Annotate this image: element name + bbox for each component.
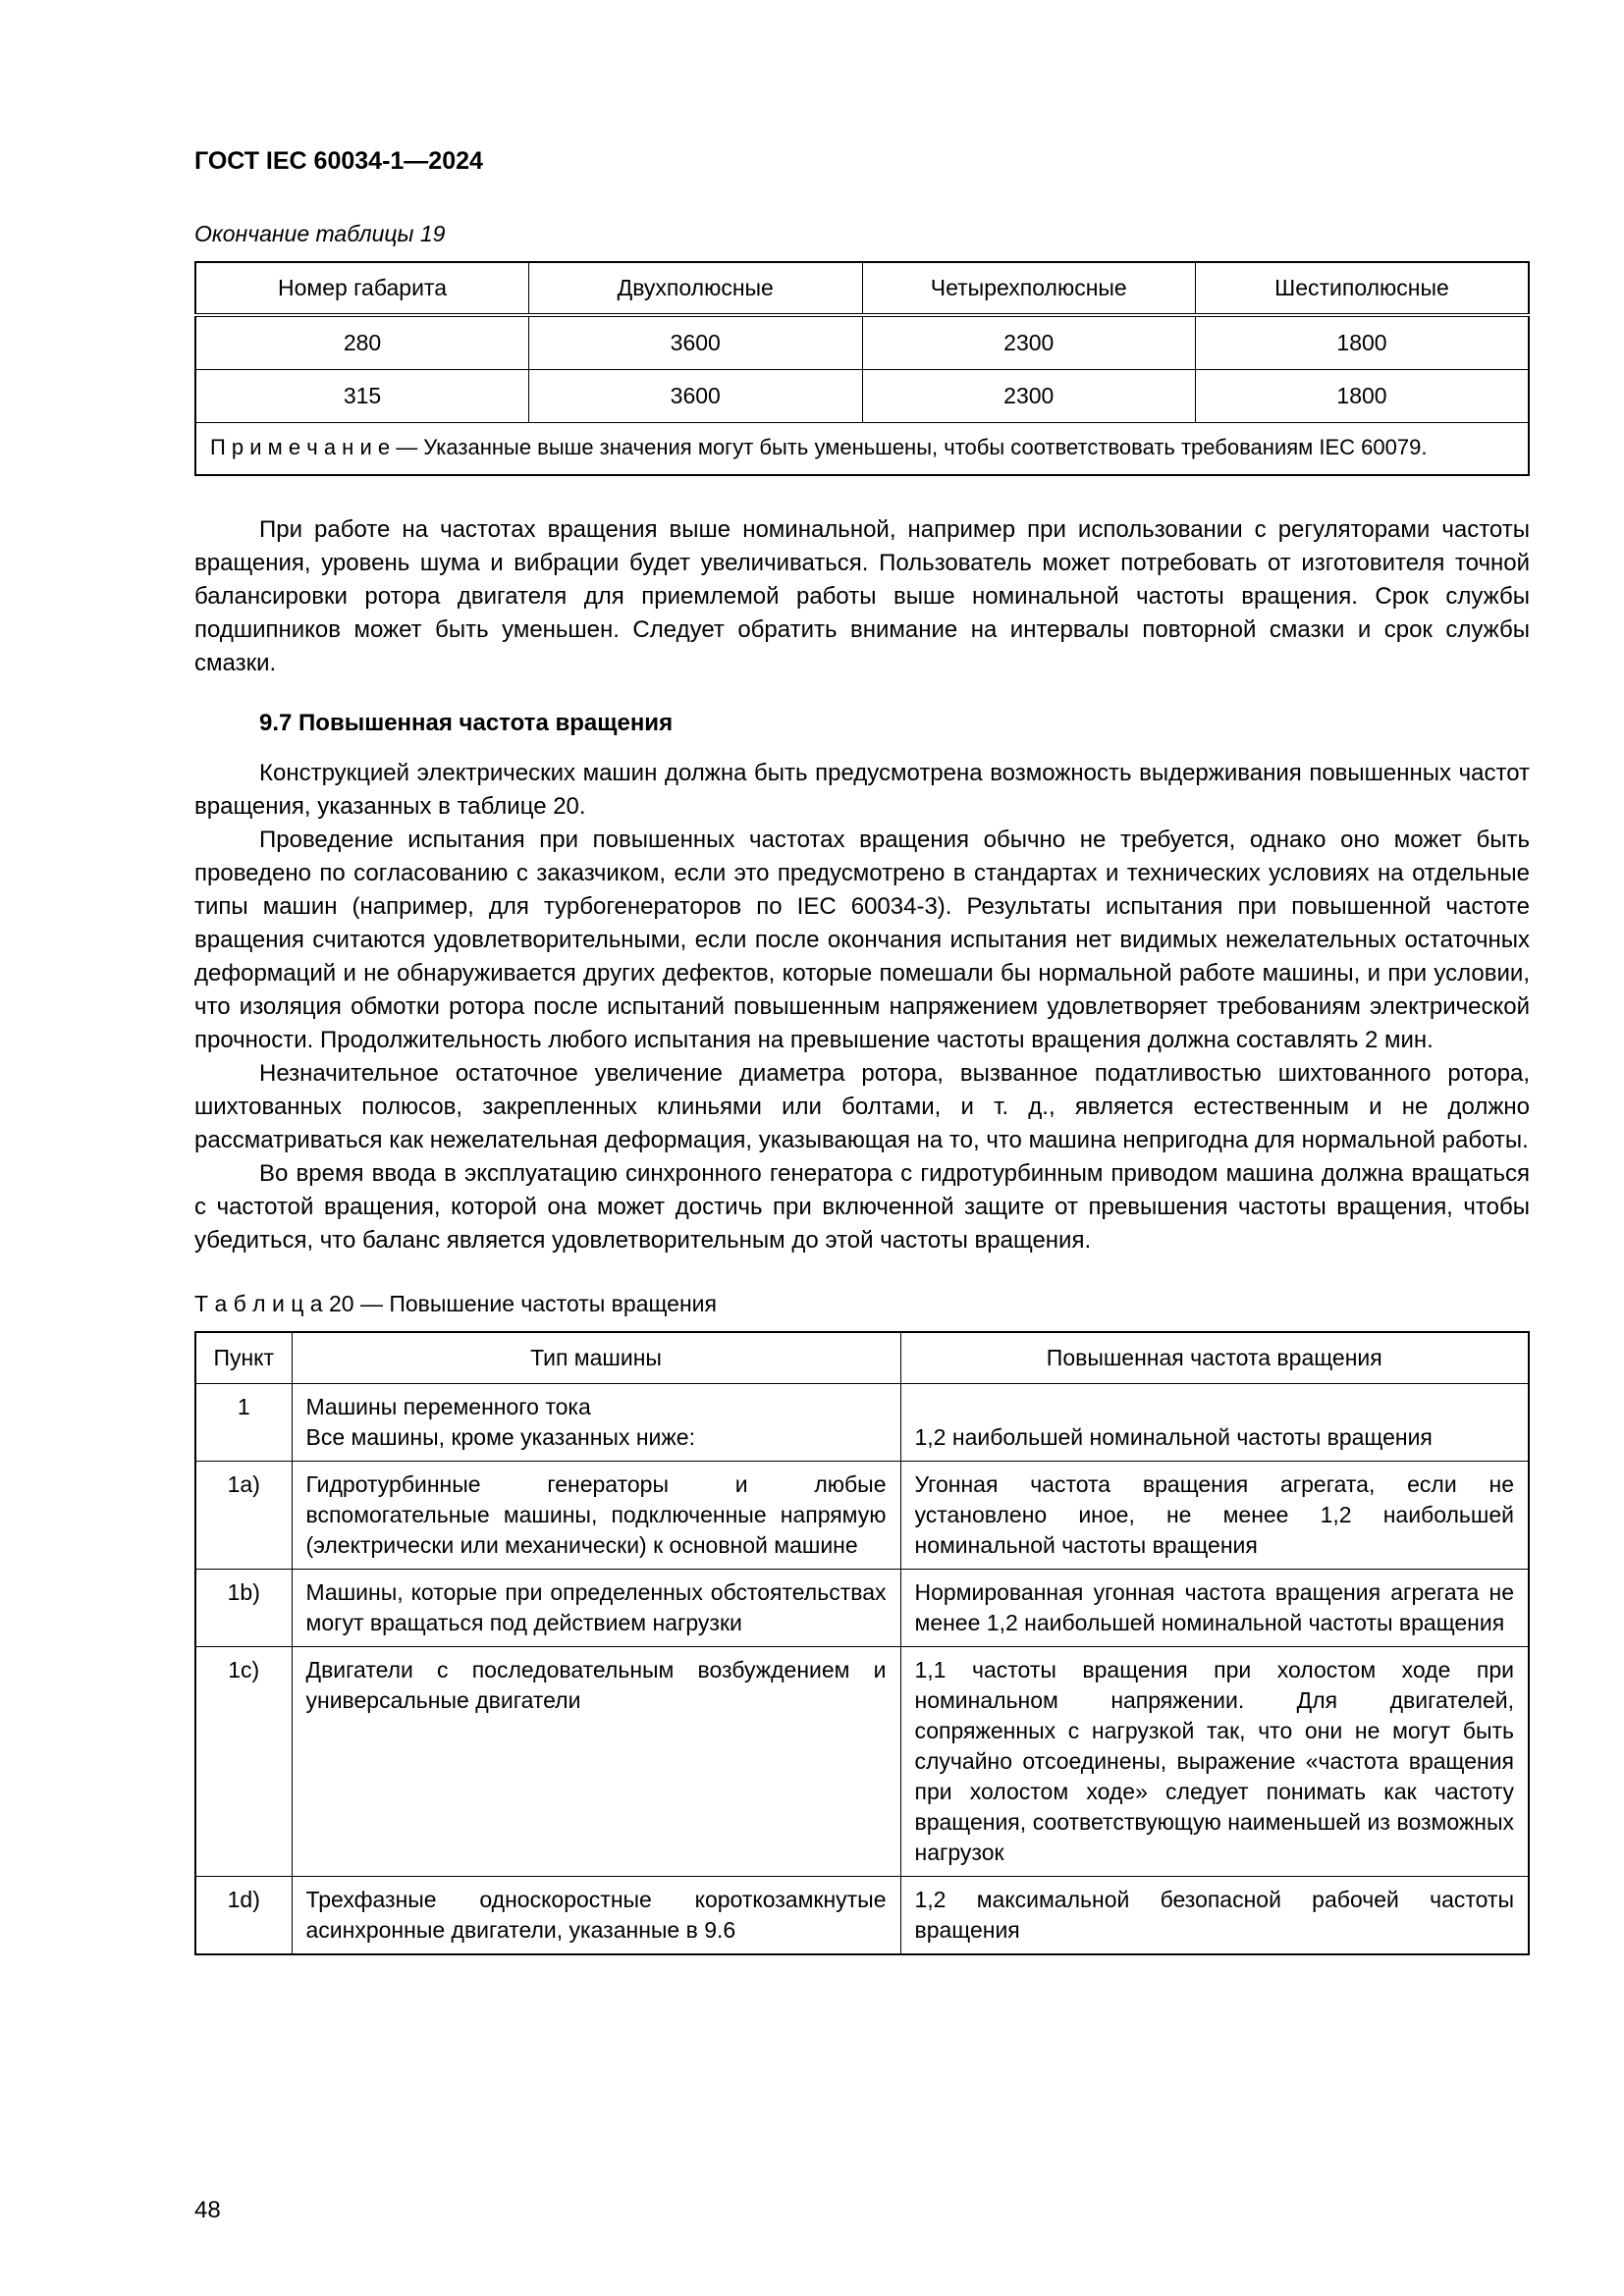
table-row	[195, 315, 1529, 370]
table19-note-row	[195, 423, 1529, 476]
table20-item-cell: 1b)	[195, 1570, 292, 1647]
table20-value-cell: Угонная частота вращения агрегата, если не установлено иное, не менее 1,2 наибольшей номинальной частоты вращения	[900, 1462, 1529, 1570]
table20-type-cell: Гидротурбинные генераторы и любые вспомогательные машины, подключенные напрямую (электрически или механически) к основной машине	[292, 1462, 900, 1570]
table-row	[195, 370, 1529, 423]
table-row	[195, 1647, 1529, 1877]
table-20	[194, 1331, 1530, 1955]
table19-cell: 3600	[529, 370, 863, 423]
table19-header-size: Номер габарита	[195, 262, 529, 315]
table19-cell: 2300	[862, 370, 1196, 423]
table20-value-cell: Нормированная угонная частота вращения агрегата не менее 1,2 наибольшей номинальной частоты вращения	[900, 1570, 1529, 1647]
table19-header-6pole: Шестиполюсные	[1196, 262, 1530, 315]
table-19	[194, 261, 1530, 476]
paragraph: Незначительное остаточное увеличение диаметра ротора, вызванное податливостью шихтованного ротора, шихтованных полюсов, закрепленных клиньями или болтами, и т. д., является естественным и не должно рассматриваться как нежелательная деформация, указывающая на то, что машина непригодна для нормальной работы.	[194, 1060, 1530, 1153]
paragraph: Конструкцией электрических машин должна быть предусмотрена возможность выдерживания повышенных частот вращения, указанных в таблице 20.	[194, 760, 1530, 820]
table20-value-cell: 1,1 частоты вращения при холостом ходе при номинальном напряжении. Для двигателей, сопряженных с нагрузкой так, что они не могут быть случайно отсоединены, выражение «частота вращения при холостом ходе» следует понимать как частоту вращения, соответствующую наименьшей из возможных нагрузок	[900, 1647, 1529, 1877]
table19-header-row	[195, 262, 1529, 315]
table20-value-cell: 1,2 максимальной безопасной рабочей частоты вращения	[900, 1877, 1529, 1955]
table20-item-cell: 1a)	[195, 1462, 292, 1570]
table-row	[195, 1462, 1529, 1570]
table20-header-overspeed: Повышенная частота вращения	[900, 1332, 1529, 1384]
page-title: ГОСТ IEC 60034-1—2024	[194, 147, 483, 175]
table-row	[195, 1877, 1529, 1955]
table20-item-cell: 1d)	[195, 1877, 292, 1955]
table20-type-cell: Двигатели с последовательным возбуждением и универсальные двигатели	[292, 1647, 900, 1877]
table19-cell: 1800	[1196, 370, 1530, 423]
table20-item-cell: 1	[195, 1384, 292, 1462]
paragraph: Проведение испытания при повышенных частотах вращения обычно не требуется, однако оно может быть проведено по согласованию с заказчиком, если это предусмотрено в стандартах и технических условиях на отдельные типы машин (например, для турбогенераторов по IEC 60034-3). Результаты испытания при повышенной частоте вращения считаются удовлетворительными, если после окончания испытания нет видимых нежелательных остаточных деформаций и не обнаруживается других дефектов, которые помешали бы нормальной работе машины, и при условии, что изоляция обмотки ротора после испытаний повышенным напряжением удовлетворяет требованиям электрической прочности. Продолжительность любого испытания на превышение частоты вращения должна составлять 2 мин.	[194, 827, 1530, 1053]
table20-type-cell: Трехфазные односкоростные короткозамкнутые асинхронные двигатели, указанные в 9.6	[292, 1877, 900, 1955]
table20-type-cell: Машины, которые при определенных обстоятельствах могут вращаться под действием нагрузки	[292, 1570, 900, 1647]
paragraph: При работе на частотах вращения выше номинальной, например при использовании с регуляторами частоты вращения, уровень шума и вибрации будет увеличиваться. Пользователь может потребовать от изготовителя точной балансировки ротора двигателя для приемлемой работы выше номинальной частоты вращения. Срок службы подшипников может быть уменьшен. Следует обратить внимание на интервалы повторной смазки и срок службы смазки.	[194, 516, 1530, 676]
table20-type-line: Все машины, кроме указанных ниже:	[305, 1424, 695, 1450]
section-heading-9-7: 9.7 Повышенная частота вращения	[259, 710, 674, 736]
table19-header-2pole: Двухполюсные	[529, 262, 863, 315]
paragraph: Во время ввода в эксплуатацию синхронного генератора с гидротурбинным приводом машина должна вращаться с частотой вращения, которой она может достичь при включенной защите от превышения частоты вращения, чтобы убедиться, что баланс является удовлетворительным до этой частоты вращения.	[194, 1160, 1530, 1254]
table-row	[195, 1570, 1529, 1647]
table19-cell: 2300	[862, 315, 1196, 370]
table-row	[195, 1384, 1529, 1462]
table19-cell: 1800	[1196, 315, 1530, 370]
table19-header-4pole: Четырехполюсные	[862, 262, 1196, 315]
table19-cell: 3600	[529, 315, 863, 370]
table20-header-item: Пункт	[195, 1332, 292, 1384]
table20-value-cell: 1,2 наибольшей номинальной частоты вращения	[900, 1384, 1529, 1462]
table19-cell: 315	[195, 370, 529, 423]
table20-type-line: Машины переменного тока	[305, 1394, 591, 1419]
table20-item-cell: 1c)	[195, 1647, 292, 1877]
table19-note: П р и м е ч а н и е — Указанные выше значения могут быть уменьшены, чтобы соответствовать требованиям IEC 60079.	[195, 423, 1529, 476]
table19-continuation-label: Окончание таблицы 19	[194, 221, 446, 246]
table20-header-row	[195, 1332, 1529, 1384]
table19-cell: 280	[195, 315, 529, 370]
table20-caption: Т а б л и ц а 20 — Повышение частоты вращения	[194, 1291, 717, 1316]
table20-type-cell	[292, 1384, 900, 1462]
page-number: 48	[194, 2197, 221, 2223]
table20-header-machine-type: Тип машины	[292, 1332, 900, 1384]
